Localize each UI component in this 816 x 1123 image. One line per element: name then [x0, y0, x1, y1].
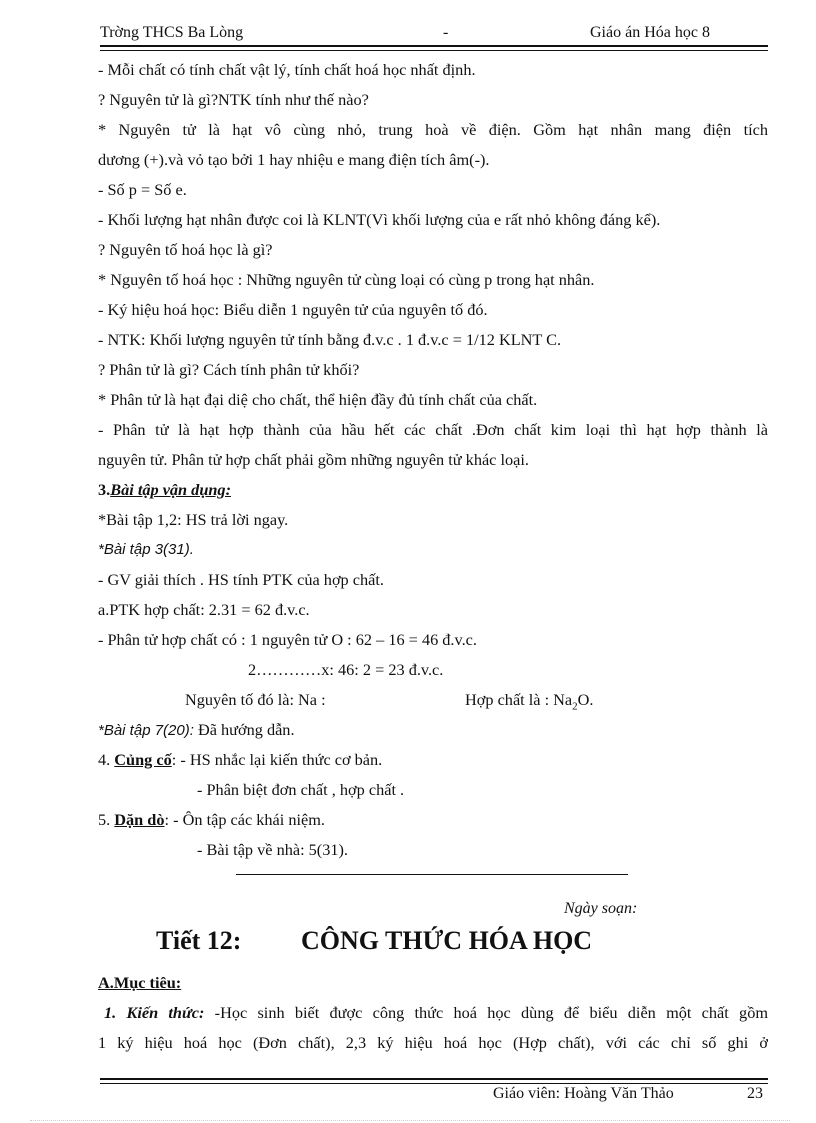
- school-name: Trờng THCS Ba Lòng: [100, 24, 244, 41]
- lesson-separator: [236, 874, 628, 875]
- header-rule-thin: [100, 50, 768, 51]
- element-result: Nguyên tố đó là: Na :: [185, 690, 326, 709]
- section-3-number: 3.: [98, 480, 111, 499]
- lesson-body: [98, 55, 768, 865]
- teacher-explain: - GV giải thích . HS tính PTK của hợp chất.: [98, 570, 384, 589]
- text-line: - Mỗi chất có tính chất vật lý, tính chất hoá học nhất định.: [98, 60, 476, 79]
- header-rule-thick: [100, 45, 768, 47]
- page-header: [100, 22, 768, 44]
- text-line: - Phân tử là hạt hợp thành của hầu hết các chất .Đơn chất kim loại thì hạt hợp thành là: [98, 420, 768, 439]
- text-line: * Phân tử là hạt đại diệ cho chất, thể hiện đầy đủ tính chất của chất.: [98, 390, 538, 409]
- header-dash: -: [443, 24, 449, 41]
- x-calc-line: 2…………x: 46: 2 = 23 đ.v.c.: [248, 660, 444, 679]
- text-line: - Số p = Số e.: [98, 180, 187, 199]
- section-4-line2: - Phân biệt đơn chất , hợp chất .: [197, 780, 405, 799]
- footer-rule-thick: [100, 1078, 768, 1080]
- lesson-name: CÔNG THỨC HÓA HỌC: [301, 926, 593, 955]
- lesson-number: Tiết 12:: [156, 926, 242, 955]
- knowledge-line-1: 1. Kiến thức: -Học sinh biết được công thức hoá học dùng để biểu diễn một chất gồm: [98, 998, 768, 1028]
- teacher-name: Giáo viên: Hoàng Văn Thảo: [493, 1085, 674, 1102]
- date-label: Ngày soạn:: [564, 900, 638, 917]
- section-4-title: Củng cố: [114, 750, 172, 769]
- section-3-title: Bài tập vận dụng:: [110, 480, 231, 499]
- exercise-7-label: *Bài tập 7(20):: [98, 722, 194, 739]
- exercise-3: *Bài tập 3(31).: [98, 541, 194, 558]
- molecule-line: - Phân tử hợp chất có : 1 nguyên tử O : 62 – 16 = 46 đ.v.c.: [98, 630, 477, 649]
- section-5-title: Dặn dò: [114, 810, 165, 829]
- objectives: [98, 968, 768, 1058]
- bottom-dotted-rule: [30, 1120, 790, 1121]
- element-line: [98, 685, 768, 715]
- page-footer: [100, 1085, 768, 1107]
- text-line: - NTK: Khối lượng nguyên tử tính bằng đ.v.c . 1 đ.v.c = 1/12 KLNT C.: [98, 330, 562, 349]
- text-line: nguyên tử. Phân tử hợp chất phải gồm những nguyên tử khác loại.: [98, 450, 529, 469]
- section-3-heading: [98, 475, 768, 505]
- text-line: * Nguyên tố hoá học : Những nguyên tử cùng loại có cùng p trong hạt nhân.: [98, 270, 595, 289]
- exercise-7-text: Đã hướng dẫn.: [193, 720, 295, 739]
- text-line: - Khối lượng hạt nhân được coi là KLNT(Vì khối lượng của e rất nhỏ không đáng kể).: [98, 210, 661, 229]
- exercise-1-2: *Bài tập 1,2: HS trả lời ngay.: [98, 510, 289, 529]
- text-line: ? Phân tử là gì? Cách tính phân tử khối?: [98, 360, 360, 379]
- lesson-title: [156, 926, 593, 956]
- page-number: 23: [747, 1085, 763, 1102]
- subject-name: Giáo án Hóa học 8: [590, 24, 710, 41]
- text-line: * Nguyên tử là hạt vô cùng nhỏ, trung hoà về điện. Gồm hạt nhân mang điện tích: [98, 120, 768, 139]
- text-line: ? Nguyên tử là gì?NTK tính như thế nào?: [98, 90, 369, 109]
- exercise-7: [98, 715, 768, 745]
- compound-result: Hợp chất là : $Na_2O$.: [465, 690, 594, 713]
- text-line: ? Nguyên tố hoá học là gì?: [98, 240, 273, 259]
- text-line: dương (+).và vỏ tạo bởi 1 hay nhiệu e mang điện tích âm(-).: [98, 150, 490, 169]
- text-line: - Ký hiệu hoá học: Biểu diễn 1 nguyên tử của nguyên tố đó.: [98, 300, 488, 319]
- ptk-line: a.PTK hợp chất: 2.31 = 62 đ.v.c.: [98, 600, 310, 619]
- section-5-line2: - Bài tập về nhà: 5(31).: [197, 840, 349, 859]
- section-a-heading: A.Mục tiêu:: [98, 973, 182, 992]
- section-4: 4. Củng cố: - HS nhắc lại kiến thức cơ bản.: [98, 750, 383, 769]
- knowledge-label: 1. Kiến thức:: [104, 1003, 205, 1022]
- footer-rule-thin: [100, 1083, 768, 1084]
- section-5: 5. Dặn dò: - Ôn tập các khái niệm.: [98, 810, 326, 829]
- knowledge-line-2: 1 ký hiệu hoá học (Đơn chất), 2,3 ký hiệu hoá học (Hợp chất), với các chỉ số ghi ở: [98, 1033, 768, 1052]
